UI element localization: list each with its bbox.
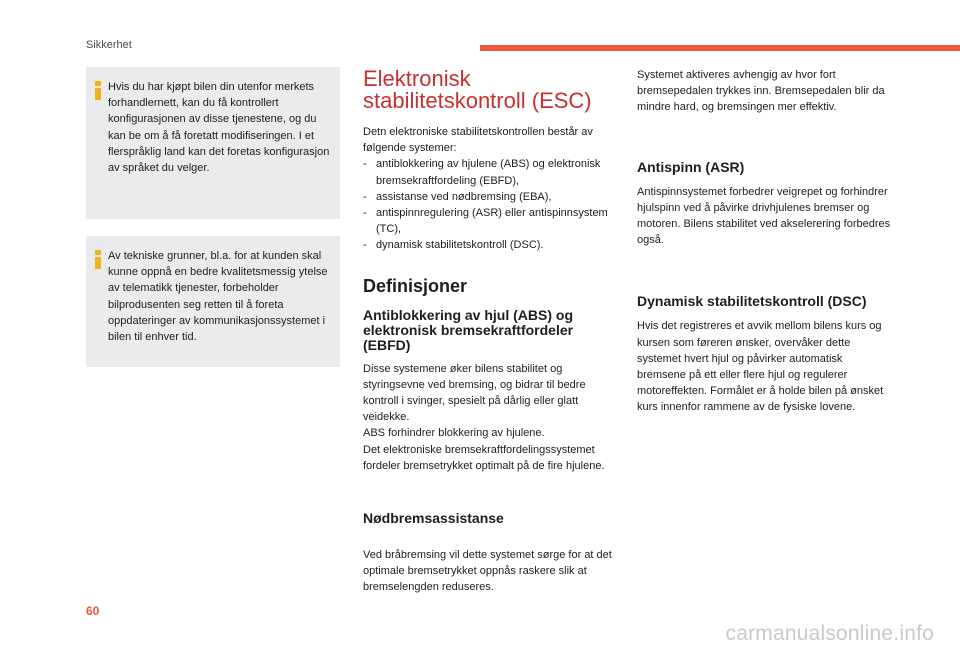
info-text-config: Hvis du har kjøpt bilen din utenfor merkets forhandlernett, kan du få kontrollert konfigurasjonen av disse tjenestene, og du kan be om å få foretatt modifiseringen. I et flerspråklig land kan det foretas konfigurasjon av språket du velger. [108, 81, 330, 175]
page-title: Elektronisk stabilitetskontroll (ESC) [363, 66, 592, 113]
info-box-updates [86, 236, 340, 367]
list-item: - antispinnregulering (ASR) eller antispinnsystem (TC), [363, 205, 619, 237]
abs-text: Det elektroniske bremsekraftfordelingssystemet fordeler bremsetrykket optimalt på de fire hjulene. [363, 443, 605, 472]
definitions-heading: Definisjoner [363, 275, 468, 296]
info-box-config [86, 67, 340, 219]
eba-heading: Nødbremsassistanse [363, 510, 504, 527]
middle-column [363, 68, 619, 596]
right-column [637, 67, 892, 416]
header-accent-bar [480, 45, 960, 51]
esc-intro: Detn elektroniske stabilitetskontrollen består av følgende systemer: [363, 126, 593, 155]
info-icon [95, 81, 101, 100]
info-icon [95, 250, 101, 269]
list-item: - dynamisk stabilitetskontroll (DSC). [363, 237, 619, 253]
activation-text: Systemet aktiveres avhengig av hvor fort bremsepedalen trykkes inn. Bremsepedalen blir da mindre hard, og bremsingen mer effektiv. [637, 69, 885, 114]
abs-text: ABS forhindrer blokkering av hjulene. [363, 427, 545, 440]
asr-text: Antispinnsystemet forbedrer veigrepet og forhindrer hjulspinn ved å påvirke drivhjulenes bremser og motoren. Bilens stabilitet ved akselerering forbedres også. [637, 185, 891, 247]
page-number: 60 [86, 604, 100, 618]
info-text-updates: Av tekniske grunner, bl.a. for at kunden skal kunne oppnå en bedre kvalitetsmessig ytelse av telematikk tjenester, forbeholder bilprodusenten seg retten til å foreta oppdateringer av kommunikasjonssystemet i bilen til enhver tid. [108, 250, 328, 344]
system-list [363, 156, 619, 253]
dsc-text: Hvis det registreres et avvik mellom bilens kurs og kursen som føreren ønsker, overvåker dette systemet hvert hjul og påvirker automatisk bremsene på ett eller flere hjul og regulerer motoreffekten. Formålet er å holde bilen på ønsket kurs innenfor rammene av de fysiske lovene. [637, 320, 884, 414]
abs-text: Disse systemene øker bilens stabilitet og styringsevne ved bremsing, og bidrar til bedre kontroll i svinger, spesielt på dårlig eller glatt veidekke. [363, 362, 586, 424]
list-item: - assistanse ved nødbremsing (EBA), [363, 189, 619, 205]
asr-heading: Antispinn (ASR) [637, 158, 745, 175]
watermark: carmanualsonline.info [725, 622, 934, 645]
eba-text: Ved bråbremsing vil dette systemet sørge for at det optimale bremsetrykket oppnås raskere slik at bremselengden reduseres. [363, 549, 612, 594]
abs-heading: Antiblokkering av hjul (ABS) og elektronisk bremsekraftfordeler (EBFD) [363, 306, 574, 353]
dsc-heading: Dynamisk stabilitetskontroll (DSC) [637, 293, 867, 310]
list-item: - antiblokkering av hjulene (ABS) og elektronisk bremsekraftfordeling (EBFD), [363, 156, 619, 188]
section-label: Sikkerhet [86, 39, 132, 51]
